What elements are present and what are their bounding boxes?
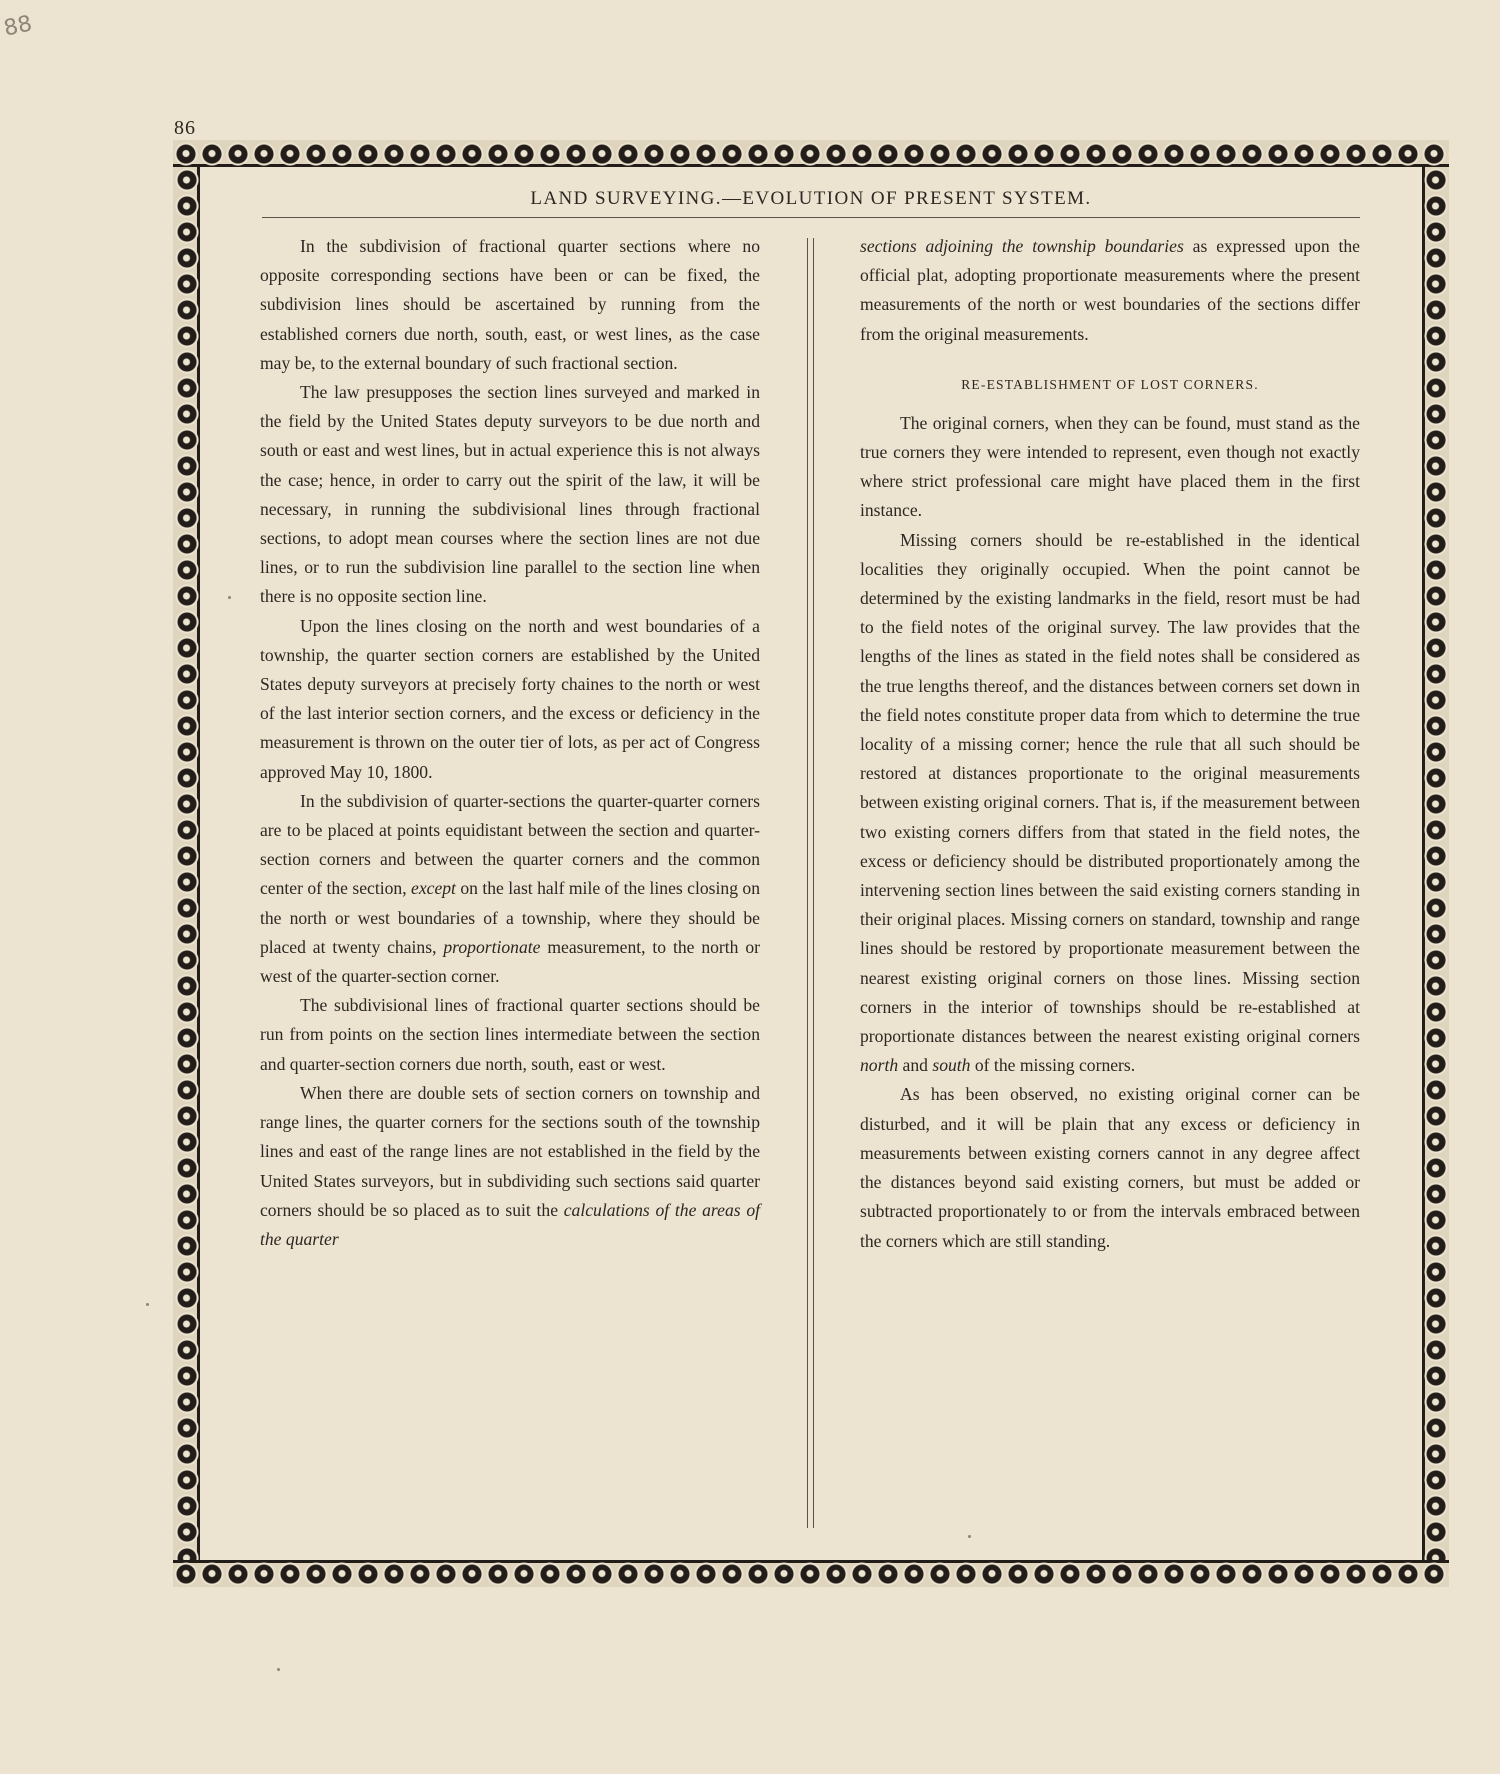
text-run: of the missing corners. bbox=[970, 1055, 1136, 1076]
head-rule bbox=[262, 217, 1360, 218]
left-paragraph-5: The subdivisional lines of fractional quarter sections should be run from points on the section lines intermediate between the section and quarter-section corners due north, south, east or west. bbox=[260, 995, 760, 1074]
border-top bbox=[173, 140, 1449, 167]
running-head: LAND SURVEYING.—EVOLUTION OF PRESENT SYSTEM. bbox=[530, 188, 1092, 209]
paper-speck bbox=[968, 1535, 971, 1538]
page-number: 86 bbox=[174, 117, 196, 139]
text-run: measurement, to the north or west of the quarter-section corner. bbox=[260, 936, 761, 987]
italic-run: except bbox=[411, 878, 456, 899]
right-paragraph-3 bbox=[860, 526, 1360, 1081]
left-paragraph-4 bbox=[260, 787, 760, 991]
text-run: on the last half mile of the lines closing on the north or west boundaries of a township, where they should be placed at twenty chains, bbox=[260, 878, 761, 957]
right-column bbox=[860, 232, 1360, 1256]
right-paragraph-1 bbox=[860, 232, 1360, 349]
left-paragraph-6 bbox=[260, 1079, 760, 1254]
right-paragraph-4: As has been observed, no existing original corner can be disturbed, and it will be plain that any excess or deficiency in measurements between existing corners cannot in any degree affect the distances beyond said existing corners, but must be added or subtracted proportionately to or from the intervals embraced between the corners which are still standing. bbox=[860, 1084, 1360, 1251]
text-run: In the subdivision of quarter-sections the quarter-quarter corners are to be placed at points equidistant between the section and quarter-section corners and between the quarter corners and the common center of the section, bbox=[260, 790, 760, 899]
border-bottom bbox=[173, 1560, 1449, 1587]
left-paragraph-1: In the subdivision of fractional quarter sections where no opposite corresponding sections have been or can be fixed, the subdivision lines should be ascertained by running from the established corners due north, south, east, or west lines, as the case may be, to the external boundary of such fractional section. bbox=[260, 236, 760, 373]
italic-run: north bbox=[860, 1055, 899, 1076]
italic-run: sections adjoining the township boundaries bbox=[860, 236, 1184, 256]
right-paragraph-2: The original corners, when they can be found, must stand as the true corners they were intended to represent, even though not exactly where strict professional care might have placed them in the first instance. bbox=[860, 412, 1360, 521]
paper-speck bbox=[146, 1303, 149, 1306]
text-run: and bbox=[898, 1055, 933, 1076]
italic-run: calculations of the areas of the quarter bbox=[260, 1199, 761, 1249]
text-run: When there are double sets of section corners on township and range lines, the quarter corners for the sections south of the township lines and east of the range lines are not established in the field by the United States surveyors, but in subdividing such sections said quarter corners should be so placed as to suit the bbox=[260, 1082, 760, 1220]
text-run: Missing corners should be re-established in the identical localities they originally occupied. When the point cannot be determined by the existing landmarks in the field, resort must be had to the field notes of the original survey. The law provides that the lengths of the lines as stated in the field notes shall be considered as the true lengths thereof, and the distances between corners set down in the field notes constitute proper data from which to determine the true locality of a missing corner; hence the rule that all such should be restored at distances proportionate to the original measurements between existing original corners. That is, if the measurement between two existing corners differs from that stated in the field notes, the excess or deficiency should be distributed proportionately among the intervening section lines between the said existing corners standing in their original places. Missing corners on standard, township and range lines should be restored by proportionate measurement between the nearest existing original corners on those lines. Missing section corners in the interior of townships should be re-established at proportionate distances between the nearest existing original corners bbox=[860, 529, 1360, 1047]
paper-speck bbox=[228, 596, 231, 599]
column-divider bbox=[807, 238, 814, 1528]
left-column bbox=[260, 232, 760, 1254]
pencil-annotation: 88 bbox=[1, 11, 35, 42]
border-right bbox=[1422, 167, 1449, 1560]
italic-run: south bbox=[932, 1055, 971, 1076]
left-paragraph-2: The law presupposes the section lines surveyed and marked in the field by the United States deputy surveyors to be due north and south or east and west lines, but in actual experience this is not always the case; hence, in order to carry out the spirit of the law, it will be necessary, in running the subdivisional lines through fractional sections, to adopt mean courses where the section lines are not due lines, or to run the subdivision line parallel to the section line when there is no opposite section line. bbox=[260, 382, 760, 607]
italic-run: proportionate bbox=[443, 936, 541, 957]
text-run: as expressed upon the official plat, adopting proportionate measurements where the present measurements of the north or west boundaries of the sections differ from the original measurements. bbox=[860, 236, 1360, 344]
paper-speck bbox=[277, 1668, 280, 1671]
section-subheading: RE-ESTABLISHMENT OF LOST CORNERS. bbox=[961, 376, 1259, 392]
border-left bbox=[173, 167, 200, 1560]
left-paragraph-3: Upon the lines closing on the north and west boundaries of a township, the quarter section corners are established by the United States deputy surveyors at precisely forty chaines to the north or west of the last interior section corners, and the excess or deficiency in the measurement is thrown on the outer tier of lots, as per act of Congress approved May 10, 1800. bbox=[260, 615, 760, 782]
